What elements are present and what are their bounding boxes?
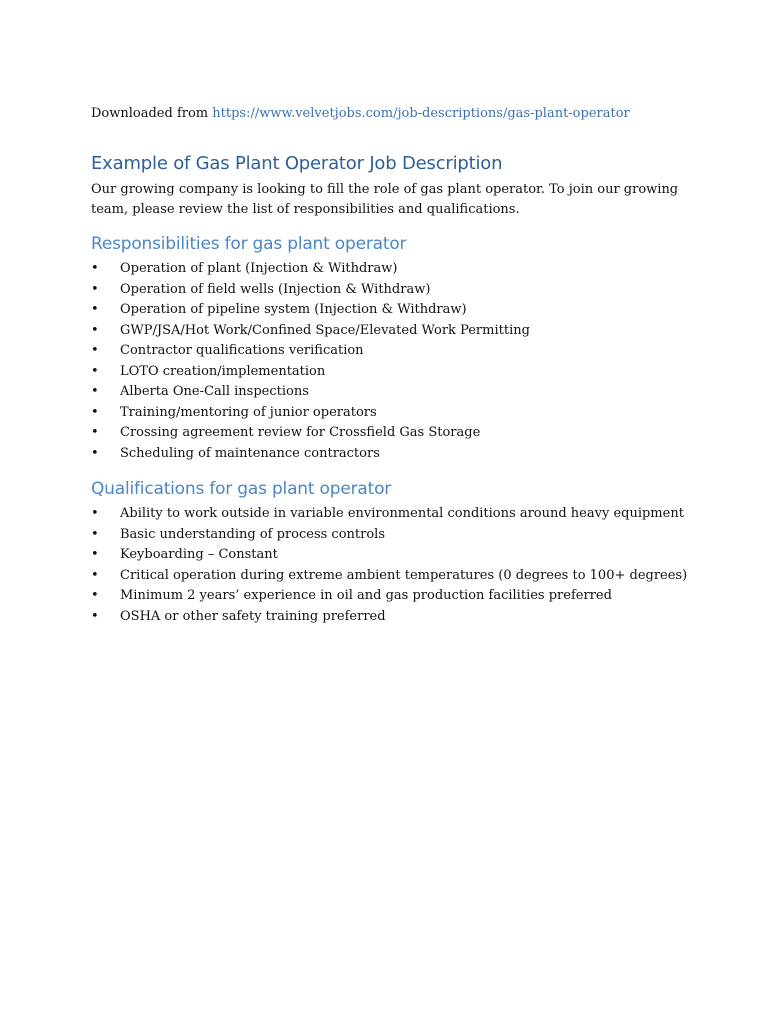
list-item bbox=[91, 444, 691, 465]
list-item bbox=[91, 545, 691, 566]
list-item bbox=[91, 300, 691, 321]
list-item bbox=[91, 423, 691, 444]
bullet-icon: • bbox=[91, 567, 99, 583]
list-item-text: Ability to work outside in variable environmental conditions around heavy equipment bbox=[120, 506, 684, 521]
list-item-text: GWP/JSA/Hot Work/Confined Space/Elevated Work Permitting bbox=[120, 322, 530, 338]
bullet-icon: • bbox=[91, 281, 99, 297]
bullet-icon: • bbox=[91, 343, 99, 358]
bullet-icon: • bbox=[91, 322, 99, 338]
intro-paragraph: Our growing company is looking to fill the role of gas plant operator. To join our growing team, please review the list of responsibilities and qualifications. bbox=[91, 182, 679, 217]
list-item-text: Contractor qualifications verification bbox=[120, 343, 364, 358]
list-item-text: Operation of field wells (Injection & Withdraw) bbox=[120, 281, 431, 297]
bullet-icon: • bbox=[91, 404, 99, 420]
list-item bbox=[91, 259, 691, 280]
list-item bbox=[91, 586, 691, 607]
responsibilities-list bbox=[91, 259, 691, 464]
source-link[interactable]: https://www.velvetjobs.com/job-descriptions/gas-plant-operator bbox=[212, 106, 630, 121]
list-item bbox=[91, 362, 691, 383]
bullet-icon: • bbox=[91, 363, 99, 379]
list-item-text: OSHA or other safety training preferred bbox=[120, 608, 386, 624]
list-item-text: Alberta One-Call inspections bbox=[120, 384, 309, 399]
list-item bbox=[91, 607, 691, 628]
qualifications-heading: Qualifications for gas plant operator bbox=[91, 479, 392, 499]
list-item bbox=[91, 525, 691, 546]
list-item-text: Operation of pipeline system (Injection & Withdraw) bbox=[120, 302, 467, 317]
list-item-text: Crossing agreement review for Crossfield Gas Storage bbox=[120, 425, 481, 440]
list-item bbox=[91, 403, 691, 424]
source-line bbox=[91, 104, 691, 124]
list-item-text: Operation of plant (Injection & Withdraw) bbox=[120, 261, 398, 276]
bullet-icon: • bbox=[91, 526, 99, 542]
responsibilities-heading: Responsibilities for gas plant operator bbox=[91, 234, 407, 254]
list-item bbox=[91, 341, 691, 362]
document-page bbox=[91, 104, 691, 627]
list-item-text: LOTO creation/implementation bbox=[120, 363, 326, 379]
list-item bbox=[91, 280, 691, 301]
list-item-text: Keyboarding – Constant bbox=[120, 547, 278, 562]
list-item bbox=[91, 382, 691, 403]
bullet-icon: • bbox=[91, 261, 99, 276]
bullet-icon: • bbox=[91, 302, 99, 317]
list-item bbox=[91, 566, 691, 587]
bullet-icon: • bbox=[91, 445, 99, 461]
list-item-text: Scheduling of maintenance contractors bbox=[120, 445, 380, 461]
bullet-icon: • bbox=[91, 506, 99, 521]
bullet-icon: • bbox=[91, 425, 99, 440]
bullet-icon: • bbox=[91, 384, 99, 399]
qualifications-list bbox=[91, 504, 691, 627]
document-title: Example of Gas Plant Operator Job Description bbox=[91, 153, 503, 174]
list-item-text: Minimum 2 years’ experience in oil and gas production facilities preferred bbox=[120, 588, 612, 603]
bullet-icon: • bbox=[91, 608, 99, 624]
list-item bbox=[91, 321, 691, 342]
source-prefix: Downloaded from bbox=[91, 106, 209, 121]
list-item-text: Basic understanding of process controls bbox=[120, 526, 386, 542]
list-item-text: Training/mentoring of junior operators bbox=[120, 404, 377, 420]
bullet-icon: • bbox=[91, 547, 99, 562]
list-item-text: Critical operation during extreme ambient temperatures (0 degrees to 100+ degrees) bbox=[120, 567, 688, 583]
list-item bbox=[91, 504, 691, 525]
bullet-icon: • bbox=[91, 588, 99, 603]
